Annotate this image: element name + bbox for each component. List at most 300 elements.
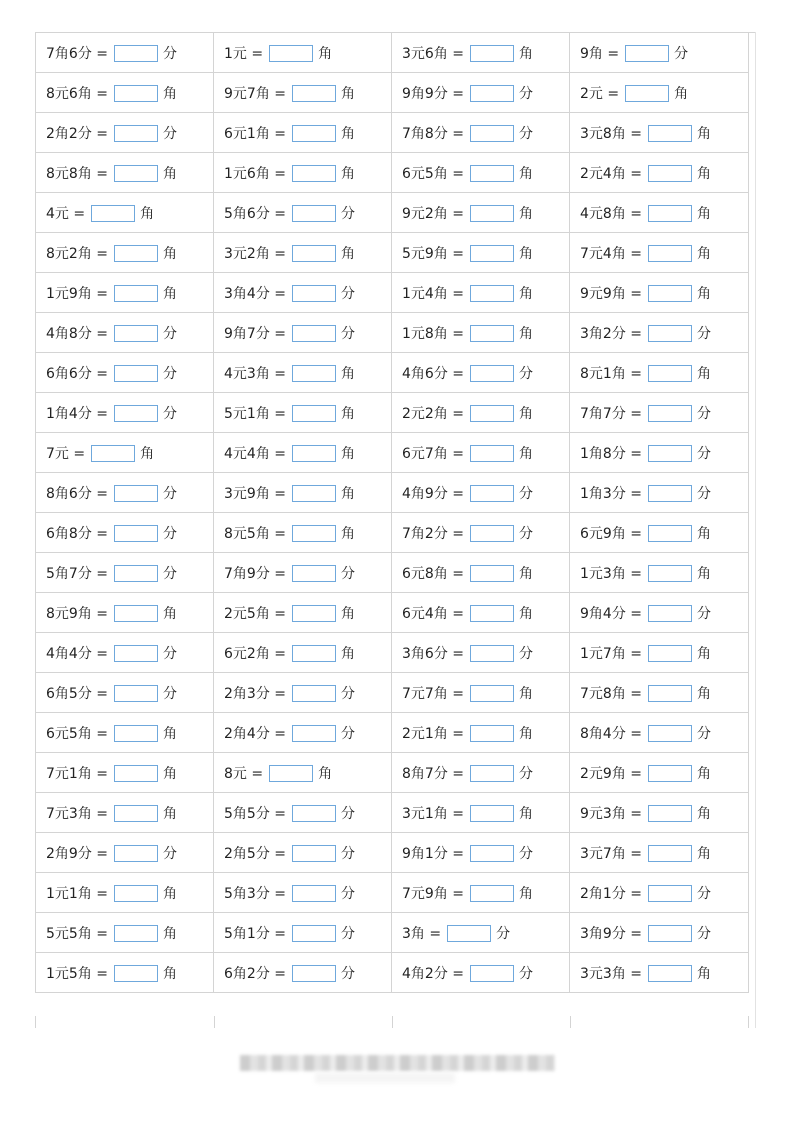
exercise-question: 9角4分 = bbox=[580, 605, 642, 622]
answer-box[interactable] bbox=[292, 845, 336, 862]
answer-box[interactable] bbox=[292, 685, 336, 702]
exercise-question: 5角3分 = bbox=[224, 885, 286, 902]
exercise-cell bbox=[36, 433, 214, 473]
exercise-row bbox=[36, 153, 749, 193]
exercise-question: 1元7角 = bbox=[580, 645, 642, 662]
answer-box[interactable] bbox=[292, 405, 336, 422]
answer-unit: 分 bbox=[341, 565, 355, 582]
answer-box[interactable] bbox=[114, 405, 158, 422]
exercise-question: 8角6分 = bbox=[46, 485, 108, 502]
answer-unit: 分 bbox=[697, 485, 711, 502]
answer-box[interactable] bbox=[292, 165, 336, 182]
exercise-question: 9元9角 = bbox=[580, 285, 642, 302]
answer-unit: 分 bbox=[163, 45, 177, 62]
answer-box[interactable] bbox=[470, 85, 514, 102]
exercise-question: 1角8分 = bbox=[580, 445, 642, 462]
answer-box[interactable] bbox=[114, 525, 158, 542]
exercise-question: 1角4分 = bbox=[46, 405, 108, 422]
exercise-cell bbox=[392, 873, 570, 913]
exercise-question: 1元3角 = bbox=[580, 565, 642, 582]
answer-box[interactable] bbox=[292, 325, 336, 342]
answer-unit: 角 bbox=[341, 365, 355, 382]
answer-box[interactable] bbox=[292, 885, 336, 902]
answer-box[interactable] bbox=[648, 765, 692, 782]
answer-box[interactable] bbox=[292, 565, 336, 582]
answer-unit: 角 bbox=[697, 765, 711, 782]
exercise-row bbox=[36, 313, 749, 353]
exercise-cell bbox=[214, 273, 392, 313]
exercise-cell bbox=[36, 593, 214, 633]
answer-unit: 角 bbox=[697, 205, 711, 222]
answer-unit: 角 bbox=[697, 645, 711, 662]
answer-box[interactable] bbox=[292, 925, 336, 942]
exercise-cell bbox=[214, 193, 392, 233]
exercise-cell bbox=[392, 33, 570, 73]
answer-box[interactable] bbox=[648, 845, 692, 862]
answer-box[interactable] bbox=[114, 645, 158, 662]
answer-box[interactable] bbox=[292, 285, 336, 302]
exercise-cell bbox=[36, 633, 214, 673]
answer-box[interactable] bbox=[470, 365, 514, 382]
answer-unit: 角 bbox=[163, 885, 177, 902]
exercise-cell bbox=[392, 713, 570, 753]
exercise-cell bbox=[214, 433, 392, 473]
answer-box[interactable] bbox=[447, 925, 491, 942]
answer-box[interactable] bbox=[470, 565, 514, 582]
exercise-cell bbox=[36, 833, 214, 873]
exercise-question: 2元 = bbox=[580, 85, 620, 102]
answer-unit: 角 bbox=[697, 845, 711, 862]
exercise-cell bbox=[214, 313, 392, 353]
exercise-cell bbox=[392, 633, 570, 673]
exercise-question: 5元5角 = bbox=[46, 925, 108, 942]
exercise-row bbox=[36, 353, 749, 393]
cut-off-row bbox=[35, 1016, 749, 1028]
exercise-question: 9角7分 = bbox=[224, 325, 286, 342]
exercise-cell bbox=[392, 273, 570, 313]
answer-unit: 角 bbox=[341, 85, 355, 102]
answer-box[interactable] bbox=[114, 45, 158, 62]
exercise-cell bbox=[214, 393, 392, 433]
exercise-cell bbox=[570, 553, 749, 593]
answer-unit: 角 bbox=[519, 325, 533, 342]
answer-box[interactable] bbox=[648, 485, 692, 502]
exercise-row bbox=[36, 833, 749, 873]
exercise-question: 3元8角 = bbox=[580, 125, 642, 142]
exercise-question: 7角8分 = bbox=[402, 125, 464, 142]
exercise-question: 2元5角 = bbox=[224, 605, 286, 622]
answer-box[interactable] bbox=[470, 205, 514, 222]
answer-unit: 角 bbox=[697, 165, 711, 182]
answer-box[interactable] bbox=[114, 685, 158, 702]
exercise-question: 8元8角 = bbox=[46, 165, 108, 182]
answer-box[interactable] bbox=[114, 725, 158, 742]
answer-unit: 角 bbox=[163, 245, 177, 262]
exercise-cell bbox=[570, 673, 749, 713]
exercise-cell bbox=[570, 753, 749, 793]
answer-unit: 分 bbox=[519, 765, 533, 782]
exercise-question: 6元5角 = bbox=[402, 165, 464, 182]
answer-box[interactable] bbox=[648, 205, 692, 222]
exercise-cell bbox=[36, 393, 214, 433]
answer-box[interactable] bbox=[648, 365, 692, 382]
exercise-question: 5角7分 = bbox=[46, 565, 108, 582]
answer-unit: 角 bbox=[341, 445, 355, 462]
answer-unit: 分 bbox=[519, 965, 533, 982]
answer-box[interactable] bbox=[470, 245, 514, 262]
exercise-cell bbox=[570, 833, 749, 873]
answer-unit: 角 bbox=[519, 205, 533, 222]
answer-unit: 分 bbox=[341, 725, 355, 742]
answer-box[interactable] bbox=[292, 725, 336, 742]
answer-box[interactable] bbox=[470, 325, 514, 342]
exercise-question: 1角3分 = bbox=[580, 485, 642, 502]
answer-box[interactable] bbox=[648, 525, 692, 542]
exercise-cell bbox=[570, 233, 749, 273]
exercise-cell bbox=[392, 593, 570, 633]
answer-box[interactable] bbox=[114, 365, 158, 382]
exercise-row bbox=[36, 113, 749, 153]
answer-box[interactable] bbox=[114, 245, 158, 262]
answer-box[interactable] bbox=[269, 765, 313, 782]
answer-box[interactable] bbox=[625, 45, 669, 62]
exercise-row bbox=[36, 273, 749, 313]
answer-box[interactable] bbox=[470, 525, 514, 542]
exercise-cell bbox=[570, 33, 749, 73]
exercise-question: 8元 = bbox=[224, 765, 264, 782]
answer-box[interactable] bbox=[470, 685, 514, 702]
answer-box[interactable] bbox=[292, 365, 336, 382]
exercise-cell bbox=[36, 913, 214, 953]
exercise-cell bbox=[392, 113, 570, 153]
exercise-cell bbox=[214, 553, 392, 593]
blurred-watermark-sub bbox=[315, 1073, 455, 1083]
answer-unit: 角 bbox=[318, 45, 333, 62]
answer-unit: 分 bbox=[496, 925, 511, 942]
answer-unit: 角 bbox=[519, 285, 533, 302]
answer-box[interactable] bbox=[114, 885, 158, 902]
answer-box[interactable] bbox=[648, 725, 692, 742]
exercise-question: 1元5角 = bbox=[46, 965, 108, 982]
answer-unit: 角 bbox=[163, 285, 177, 302]
exercise-cell bbox=[392, 753, 570, 793]
answer-box[interactable] bbox=[114, 325, 158, 342]
exercise-question: 2角1分 = bbox=[580, 885, 642, 902]
exercise-row bbox=[36, 233, 749, 273]
exercise-cell bbox=[570, 593, 749, 633]
exercise-cell bbox=[392, 473, 570, 513]
answer-box[interactable] bbox=[648, 965, 692, 982]
exercise-question: 2元4角 = bbox=[580, 165, 642, 182]
answer-box[interactable] bbox=[470, 765, 514, 782]
exercise-cell bbox=[570, 153, 749, 193]
answer-box[interactable] bbox=[625, 85, 669, 102]
answer-box[interactable] bbox=[114, 765, 158, 782]
exercise-question: 3元6角 = bbox=[402, 45, 464, 62]
exercise-cell bbox=[392, 833, 570, 873]
answer-box[interactable] bbox=[648, 805, 692, 822]
answer-box[interactable] bbox=[648, 885, 692, 902]
table-edge-line bbox=[755, 32, 756, 1028]
answer-box[interactable] bbox=[648, 565, 692, 582]
exercise-question: 4元8角 = bbox=[580, 205, 642, 222]
exercise-question: 6元8角 = bbox=[402, 565, 464, 582]
exercise-question: 5角5分 = bbox=[224, 805, 286, 822]
answer-box[interactable] bbox=[470, 125, 514, 142]
exercise-question: 8元5角 = bbox=[224, 525, 286, 542]
answer-unit: 分 bbox=[163, 565, 177, 582]
exercise-cell bbox=[36, 553, 214, 593]
exercise-cell bbox=[214, 33, 392, 73]
answer-unit: 分 bbox=[519, 85, 533, 102]
answer-unit: 角 bbox=[519, 165, 533, 182]
answer-box[interactable] bbox=[470, 725, 514, 742]
answer-unit: 角 bbox=[163, 765, 177, 782]
exercise-question: 6角8分 = bbox=[46, 525, 108, 542]
exercise-row bbox=[36, 633, 749, 673]
exercise-cell bbox=[570, 313, 749, 353]
exercise-question: 5角6分 = bbox=[224, 205, 286, 222]
answer-box[interactable] bbox=[114, 165, 158, 182]
answer-unit: 分 bbox=[519, 525, 533, 542]
exercise-row bbox=[36, 673, 749, 713]
answer-box[interactable] bbox=[470, 805, 514, 822]
answer-unit: 分 bbox=[519, 365, 533, 382]
answer-unit: 角 bbox=[519, 725, 533, 742]
answer-unit: 分 bbox=[519, 845, 533, 862]
exercise-question: 3角2分 = bbox=[580, 325, 642, 342]
exercise-question: 6元2角 = bbox=[224, 645, 286, 662]
answer-unit: 角 bbox=[697, 525, 711, 542]
exercise-row bbox=[36, 73, 749, 113]
exercise-row bbox=[36, 33, 749, 73]
answer-box[interactable] bbox=[470, 965, 514, 982]
exercise-cell bbox=[392, 553, 570, 593]
answer-box[interactable] bbox=[470, 405, 514, 422]
exercise-cell bbox=[570, 873, 749, 913]
answer-box[interactable] bbox=[114, 965, 158, 982]
exercise-cell bbox=[36, 713, 214, 753]
exercise-question: 7元 = bbox=[46, 445, 86, 462]
exercise-cell bbox=[36, 793, 214, 833]
answer-unit: 分 bbox=[163, 645, 177, 662]
exercise-question: 1元8角 = bbox=[402, 325, 464, 342]
answer-box[interactable] bbox=[470, 165, 514, 182]
exercise-cell bbox=[392, 313, 570, 353]
exercise-question: 6元5角 = bbox=[46, 725, 108, 742]
answer-unit: 角 bbox=[697, 565, 711, 582]
answer-box[interactable] bbox=[648, 645, 692, 662]
answer-box[interactable] bbox=[114, 565, 158, 582]
answer-box[interactable] bbox=[648, 925, 692, 942]
answer-box[interactable] bbox=[91, 445, 135, 462]
answer-box[interactable] bbox=[648, 245, 692, 262]
exercise-question: 3角6分 = bbox=[402, 645, 464, 662]
answer-box[interactable] bbox=[114, 285, 158, 302]
exercise-cell bbox=[570, 713, 749, 753]
exercise-row bbox=[36, 433, 749, 473]
exercise-question: 9角 = bbox=[580, 45, 620, 62]
answer-box[interactable] bbox=[292, 645, 336, 662]
exercise-cell bbox=[214, 913, 392, 953]
answer-unit: 分 bbox=[341, 285, 355, 302]
answer-box[interactable] bbox=[292, 485, 336, 502]
answer-box[interactable] bbox=[292, 125, 336, 142]
exercise-cell bbox=[570, 113, 749, 153]
exercise-cell bbox=[214, 673, 392, 713]
answer-unit: 分 bbox=[163, 845, 177, 862]
worksheet bbox=[35, 32, 755, 993]
exercise-cell bbox=[214, 353, 392, 393]
answer-box[interactable] bbox=[114, 925, 158, 942]
answer-unit: 分 bbox=[519, 645, 533, 662]
answer-unit: 角 bbox=[697, 805, 711, 822]
answer-box[interactable] bbox=[114, 805, 158, 822]
exercise-row bbox=[36, 393, 749, 433]
answer-box[interactable] bbox=[292, 445, 336, 462]
answer-box[interactable] bbox=[470, 45, 514, 62]
answer-unit: 角 bbox=[519, 685, 533, 702]
exercise-question: 4角9分 = bbox=[402, 485, 464, 502]
exercise-cell bbox=[570, 193, 749, 233]
answer-unit: 分 bbox=[341, 845, 355, 862]
exercise-question: 3元3角 = bbox=[580, 965, 642, 982]
answer-box[interactable] bbox=[114, 845, 158, 862]
answer-box[interactable] bbox=[648, 445, 692, 462]
answer-box[interactable] bbox=[648, 325, 692, 342]
exercise-question: 6元4角 = bbox=[402, 605, 464, 622]
answer-box[interactable] bbox=[470, 605, 514, 622]
answer-unit: 分 bbox=[163, 685, 177, 702]
answer-unit: 分 bbox=[341, 685, 355, 702]
answer-box[interactable] bbox=[114, 605, 158, 622]
exercise-row bbox=[36, 553, 749, 593]
exercise-cell bbox=[392, 233, 570, 273]
exercise-question: 6元1角 = bbox=[224, 125, 286, 142]
answer-box[interactable] bbox=[470, 485, 514, 502]
exercise-cell bbox=[214, 153, 392, 193]
exercise-question: 6元7角 = bbox=[402, 445, 464, 462]
answer-unit: 分 bbox=[519, 485, 533, 502]
exercise-cell bbox=[36, 73, 214, 113]
answer-unit: 分 bbox=[341, 205, 355, 222]
exercise-cell bbox=[392, 513, 570, 553]
answer-box[interactable] bbox=[91, 205, 135, 222]
answer-box[interactable] bbox=[648, 285, 692, 302]
answer-unit: 角 bbox=[341, 245, 355, 262]
exercise-row bbox=[36, 473, 749, 513]
exercise-cell bbox=[36, 953, 214, 993]
answer-box[interactable] bbox=[648, 685, 692, 702]
exercise-question: 2角3分 = bbox=[224, 685, 286, 702]
answer-unit: 分 bbox=[163, 485, 177, 502]
answer-unit: 角 bbox=[697, 285, 711, 302]
exercise-question: 1元9角 = bbox=[46, 285, 108, 302]
exercise-question: 7元8角 = bbox=[580, 685, 642, 702]
exercise-cell bbox=[392, 793, 570, 833]
exercise-question: 7角9分 = bbox=[224, 565, 286, 582]
answer-unit: 角 bbox=[163, 165, 177, 182]
exercise-question: 2元9角 = bbox=[580, 765, 642, 782]
exercise-cell bbox=[392, 953, 570, 993]
answer-box[interactable] bbox=[292, 605, 336, 622]
exercise-question: 8元6角 = bbox=[46, 85, 108, 102]
answer-unit: 角 bbox=[341, 525, 355, 542]
answer-box[interactable] bbox=[648, 405, 692, 422]
answer-box[interactable] bbox=[648, 605, 692, 622]
exercise-cell bbox=[214, 713, 392, 753]
answer-box[interactable] bbox=[470, 645, 514, 662]
answer-unit: 角 bbox=[163, 805, 177, 822]
answer-box[interactable] bbox=[648, 125, 692, 142]
exercise-cell bbox=[214, 633, 392, 673]
exercise-cell bbox=[570, 953, 749, 993]
exercise-cell bbox=[570, 633, 749, 673]
answer-box[interactable] bbox=[292, 965, 336, 982]
answer-box[interactable] bbox=[292, 805, 336, 822]
answer-unit: 角 bbox=[519, 405, 533, 422]
exercise-cell bbox=[392, 153, 570, 193]
exercise-question: 4角2分 = bbox=[402, 965, 464, 982]
answer-box[interactable] bbox=[470, 845, 514, 862]
answer-box[interactable] bbox=[292, 525, 336, 542]
answer-unit: 分 bbox=[163, 525, 177, 542]
exercise-question: 9角1分 = bbox=[402, 845, 464, 862]
exercise-cell bbox=[214, 953, 392, 993]
exercise-table bbox=[35, 32, 749, 993]
answer-unit: 角 bbox=[341, 485, 355, 502]
exercise-cell bbox=[570, 433, 749, 473]
answer-unit: 分 bbox=[163, 125, 177, 142]
exercise-question: 2角5分 = bbox=[224, 845, 286, 862]
answer-unit: 分 bbox=[341, 805, 355, 822]
answer-box[interactable] bbox=[470, 285, 514, 302]
exercise-cell bbox=[392, 353, 570, 393]
exercise-cell bbox=[214, 513, 392, 553]
answer-unit: 角 bbox=[519, 445, 533, 462]
answer-box[interactable] bbox=[292, 85, 336, 102]
answer-unit: 角 bbox=[163, 85, 177, 102]
blurred-watermark bbox=[240, 1055, 555, 1071]
exercise-question: 1元1角 = bbox=[46, 885, 108, 902]
answer-box[interactable] bbox=[292, 205, 336, 222]
answer-box[interactable] bbox=[114, 485, 158, 502]
exercise-question: 9角9分 = bbox=[402, 85, 464, 102]
exercise-row bbox=[36, 873, 749, 913]
exercise-question: 4元3角 = bbox=[224, 365, 286, 382]
answer-box[interactable] bbox=[292, 245, 336, 262]
answer-unit: 分 bbox=[163, 405, 177, 422]
answer-box[interactable] bbox=[114, 85, 158, 102]
exercise-question: 7元1角 = bbox=[46, 765, 108, 782]
exercise-question: 4角4分 = bbox=[46, 645, 108, 662]
answer-box[interactable] bbox=[648, 165, 692, 182]
exercise-question: 3元1角 = bbox=[402, 805, 464, 822]
exercise-cell bbox=[36, 153, 214, 193]
answer-unit: 分 bbox=[674, 45, 689, 62]
exercise-question: 3元2角 = bbox=[224, 245, 286, 262]
answer-unit: 分 bbox=[697, 405, 711, 422]
exercise-question: 4元 = bbox=[46, 205, 86, 222]
answer-box[interactable] bbox=[269, 45, 313, 62]
answer-unit: 角 bbox=[697, 965, 711, 982]
answer-box[interactable] bbox=[470, 445, 514, 462]
answer-box[interactable] bbox=[114, 125, 158, 142]
exercise-cell bbox=[36, 33, 214, 73]
exercise-question: 3角 = bbox=[402, 925, 442, 942]
exercise-cell bbox=[392, 393, 570, 433]
answer-box[interactable] bbox=[470, 885, 514, 902]
